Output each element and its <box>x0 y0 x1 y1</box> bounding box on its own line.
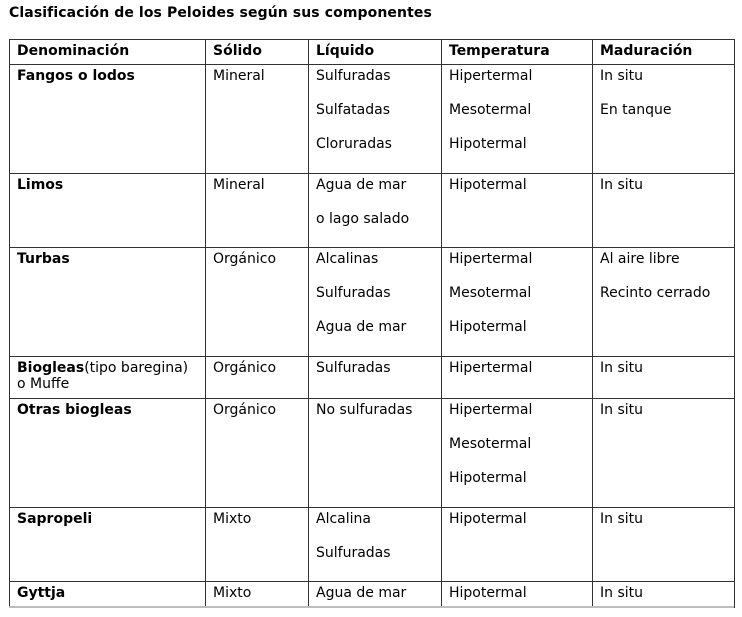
temperatura-value: Hipotermal <box>449 511 527 527</box>
column-header-liquido: Líquido <box>309 40 442 65</box>
maduracion-value: Al aire libre <box>600 251 680 267</box>
liquido-value: Sulfuradas <box>316 285 391 301</box>
cell-temperatura <box>442 248 593 357</box>
maduracion-value: In situ <box>600 177 643 193</box>
cell-solido <box>206 582 309 608</box>
column-header-denominacion: Denominación <box>10 40 206 65</box>
cell-temperatura <box>442 65 593 174</box>
page-title: Clasificación de los Peloides según sus componentes <box>9 5 432 21</box>
liquido-value: o lago salado <box>316 211 410 227</box>
liquido-value: Agua de mar <box>316 177 407 193</box>
table-bottom-shadow <box>9 606 734 608</box>
maduracion-value: Recinto cerrado <box>600 285 711 301</box>
solido-value: Orgánico <box>213 360 277 376</box>
cell-liquido <box>309 174 442 248</box>
table-row <box>10 399 735 508</box>
temperatura-value: Mesotermal <box>449 102 532 118</box>
temperatura-value: Hipotermal <box>449 177 527 193</box>
maduracion-value: In situ <box>600 585 643 601</box>
solido-value: Mixto <box>213 585 252 601</box>
temperatura-value: Hipertermal <box>449 402 533 418</box>
cell-liquido <box>309 582 442 608</box>
solido-value: Mixto <box>213 511 252 527</box>
liquido-value: Sulfatadas <box>316 102 390 118</box>
cell-temperatura <box>442 174 593 248</box>
cell-maduracion <box>593 357 735 399</box>
table-row <box>10 582 735 608</box>
liquido-value: Sulfuradas <box>316 545 391 561</box>
cell-denominacion <box>10 399 206 508</box>
table-row <box>10 357 735 399</box>
temperatura-value: Hipotermal <box>449 136 527 152</box>
liquido-value: Alcalinas <box>316 251 379 267</box>
cell-liquido <box>309 399 442 508</box>
cell-liquido <box>309 248 442 357</box>
cell-denominacion <box>10 582 206 608</box>
liquido-value: Cloruradas <box>316 136 392 152</box>
cell-denominacion <box>10 357 206 399</box>
table-row <box>10 174 735 248</box>
cell-solido <box>206 65 309 174</box>
solido-value: Orgánico <box>213 251 277 267</box>
cell-temperatura <box>442 399 593 508</box>
solido-value: Mineral <box>213 177 265 193</box>
table-header <box>10 40 735 65</box>
liquido-value: Sulfuradas <box>316 360 391 376</box>
temperatura-value: Hipotermal <box>449 319 527 335</box>
cell-solido <box>206 508 309 582</box>
column-header-temperatura: Temperatura <box>442 40 593 65</box>
cell-temperatura <box>442 508 593 582</box>
header-row <box>10 40 735 65</box>
temperatura-value: Hipertermal <box>449 360 533 376</box>
column-header-solido: Sólido <box>206 40 309 65</box>
row-name: Limos <box>17 177 64 193</box>
row-name-suffix: (tipo baregina) o Muffe <box>17 360 189 392</box>
cell-solido <box>206 248 309 357</box>
cell-maduracion <box>593 174 735 248</box>
table-row <box>10 508 735 582</box>
cell-solido <box>206 399 309 508</box>
maduracion-value: En tanque <box>600 102 672 118</box>
maduracion-value: In situ <box>600 68 643 84</box>
temperatura-value: Hipotermal <box>449 585 527 601</box>
column-header-maduracion: Maduración <box>593 40 735 65</box>
liquido-value: No sulfuradas <box>316 402 413 418</box>
row-name: Turbas <box>17 251 70 267</box>
maduracion-value: In situ <box>600 360 643 376</box>
cell-liquido <box>309 357 442 399</box>
liquido-value: Alcalina <box>316 511 371 527</box>
temperatura-value: Mesotermal <box>449 285 532 301</box>
cell-solido <box>206 174 309 248</box>
liquido-value: Agua de mar <box>316 585 407 601</box>
temperatura-value: Hipotermal <box>449 470 527 486</box>
row-name: Biogleas <box>17 360 85 376</box>
peloides-table <box>9 39 735 608</box>
cell-denominacion <box>10 174 206 248</box>
cell-maduracion <box>593 582 735 608</box>
row-name: Otras biogleas <box>17 402 132 418</box>
cell-denominacion <box>10 508 206 582</box>
cell-liquido <box>309 65 442 174</box>
cell-maduracion <box>593 65 735 174</box>
table-body <box>10 65 735 608</box>
cell-temperatura <box>442 357 593 399</box>
cell-denominacion <box>10 248 206 357</box>
liquido-value: Sulfuradas <box>316 68 391 84</box>
table-row <box>10 65 735 174</box>
temperatura-value: Hipertermal <box>449 68 533 84</box>
maduracion-value: In situ <box>600 511 643 527</box>
liquido-value: Agua de mar <box>316 319 407 335</box>
cell-solido <box>206 357 309 399</box>
maduracion-value: In situ <box>600 402 643 418</box>
cell-temperatura <box>442 582 593 608</box>
cell-maduracion <box>593 399 735 508</box>
cell-maduracion <box>593 508 735 582</box>
row-name: Gyttja <box>17 585 66 601</box>
temperatura-value: Mesotermal <box>449 436 532 452</box>
row-name: Fangos o lodos <box>17 68 135 84</box>
row-name: Sapropeli <box>17 511 93 527</box>
table-row <box>10 248 735 357</box>
cell-denominacion <box>10 65 206 174</box>
cell-liquido <box>309 508 442 582</box>
temperatura-value: Hipertermal <box>449 251 533 267</box>
solido-value: Mineral <box>213 68 265 84</box>
cell-maduracion <box>593 248 735 357</box>
solido-value: Orgánico <box>213 402 277 418</box>
